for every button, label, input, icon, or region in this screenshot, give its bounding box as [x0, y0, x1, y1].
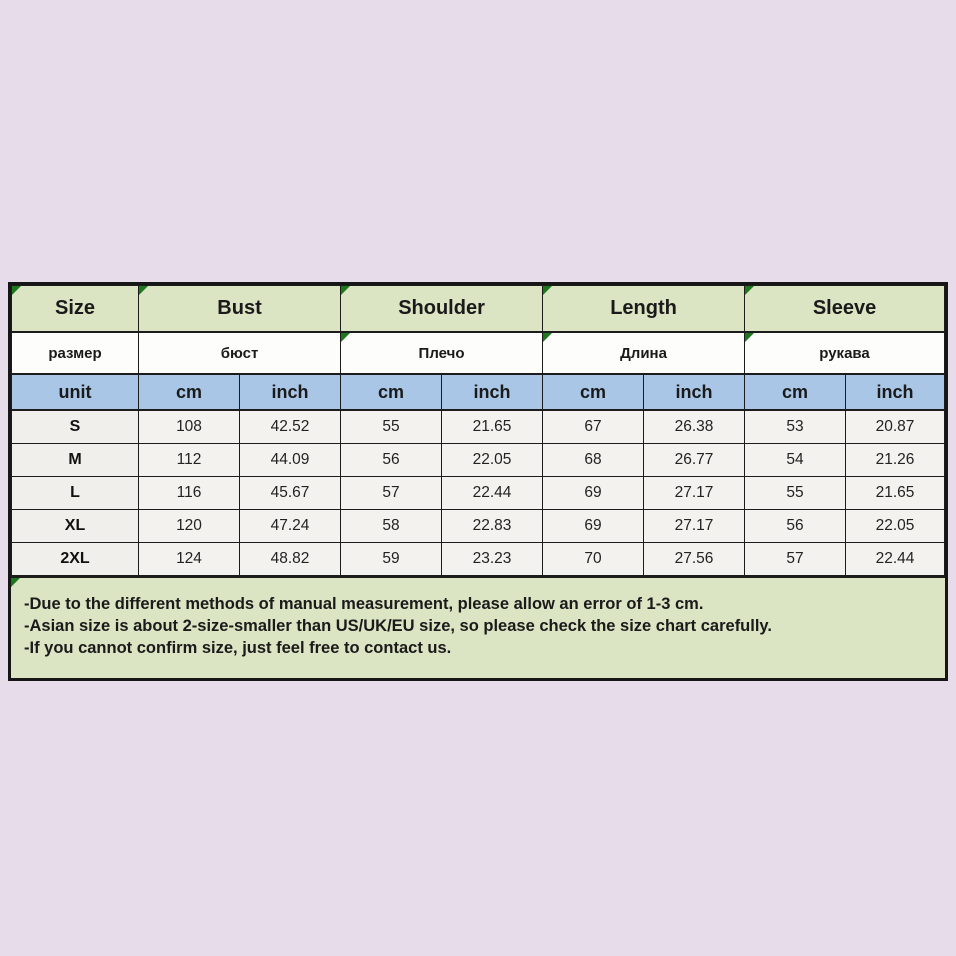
measure-cell: 22.44: [442, 477, 543, 510]
measure-cell: 26.77: [644, 444, 745, 477]
col-header-shoulder: Shoulder: [341, 286, 543, 333]
measure-cell: 124: [139, 543, 240, 576]
measure-cell: 54: [745, 444, 846, 477]
size-chart-table: [11, 285, 945, 576]
measure-cell: 21.26: [846, 444, 945, 477]
measure-cell: 45.67: [240, 477, 341, 510]
measure-cell: 69: [543, 510, 644, 543]
unit-cell: cm: [745, 374, 846, 410]
unit-cell: cm: [341, 374, 442, 410]
col-header-bust: Bust: [139, 286, 341, 333]
russian-subheader-row: [12, 332, 945, 374]
unit-cell: cm: [543, 374, 644, 410]
size-label: S: [12, 410, 139, 444]
measure-cell: 120: [139, 510, 240, 543]
measure-cell: 21.65: [846, 477, 945, 510]
measure-cell: 112: [139, 444, 240, 477]
measure-cell: 27.17: [644, 477, 745, 510]
unit-cell: inch: [644, 374, 745, 410]
measure-cell: 108: [139, 410, 240, 444]
measure-cell: 56: [745, 510, 846, 543]
note-line: -Asian size is about 2-size-smaller than US/UK/EU size, so please check the size chart carefully.: [24, 617, 772, 635]
col-subheader-ru-size: размер: [12, 332, 139, 374]
measure-cell: 20.87: [846, 410, 945, 444]
table-row-s: [12, 410, 945, 444]
measure-cell: 58: [341, 510, 442, 543]
table-row-2xl: [12, 543, 945, 576]
unit-cell: inch: [240, 374, 341, 410]
measure-cell: 70: [543, 543, 644, 576]
measure-cell: 67: [543, 410, 644, 444]
note-line: -If you cannot confirm size, just feel free to contact us.: [24, 639, 452, 657]
measure-cell: 59: [341, 543, 442, 576]
unit-cell: cm: [139, 374, 240, 410]
measure-cell: 23.23: [442, 543, 543, 576]
measure-cell: 22.05: [846, 510, 945, 543]
col-header-size: Size: [12, 286, 139, 333]
measure-cell: 22.83: [442, 510, 543, 543]
table-row-m: [12, 444, 945, 477]
unit-header-cell: unit: [12, 374, 139, 410]
measure-cell: 42.52: [240, 410, 341, 444]
measure-cell: 57: [341, 477, 442, 510]
measure-cell: 55: [341, 410, 442, 444]
measurement-notes: [11, 576, 945, 678]
table-row-xl: [12, 510, 945, 543]
measure-cell: 22.44: [846, 543, 945, 576]
measure-cell: 53: [745, 410, 846, 444]
measure-cell: 22.05: [442, 444, 543, 477]
col-subheader-ru-length: Длина: [543, 332, 745, 374]
measure-cell: 27.17: [644, 510, 745, 543]
size-label: 2XL: [12, 543, 139, 576]
measure-cell: 44.09: [240, 444, 341, 477]
header-row: [12, 286, 945, 333]
measure-cell: 68: [543, 444, 644, 477]
measure-cell: 26.38: [644, 410, 745, 444]
measure-cell: 47.24: [240, 510, 341, 543]
col-subheader-ru-shoulder: Плечо: [341, 332, 543, 374]
unit-row: [12, 374, 945, 410]
unit-cell: inch: [442, 374, 543, 410]
measure-cell: 56: [341, 444, 442, 477]
measure-cell: 21.65: [442, 410, 543, 444]
size-label: M: [12, 444, 139, 477]
measure-cell: 27.56: [644, 543, 745, 576]
col-subheader-ru-sleeve: рукава: [745, 332, 945, 374]
size-chart: [8, 282, 948, 681]
size-label: L: [12, 477, 139, 510]
col-header-length: Length: [543, 286, 745, 333]
measure-cell: 48.82: [240, 543, 341, 576]
size-label: XL: [12, 510, 139, 543]
unit-cell: inch: [846, 374, 945, 410]
measure-cell: 116: [139, 477, 240, 510]
measure-cell: 57: [745, 543, 846, 576]
measure-cell: 69: [543, 477, 644, 510]
measure-cell: 55: [745, 477, 846, 510]
note-line: -Due to the different methods of manual measurement, please allow an error of 1-3 cm.: [24, 595, 704, 613]
col-header-sleeve: Sleeve: [745, 286, 945, 333]
table-row-l: [12, 477, 945, 510]
col-subheader-ru-bust: бюст: [139, 332, 341, 374]
